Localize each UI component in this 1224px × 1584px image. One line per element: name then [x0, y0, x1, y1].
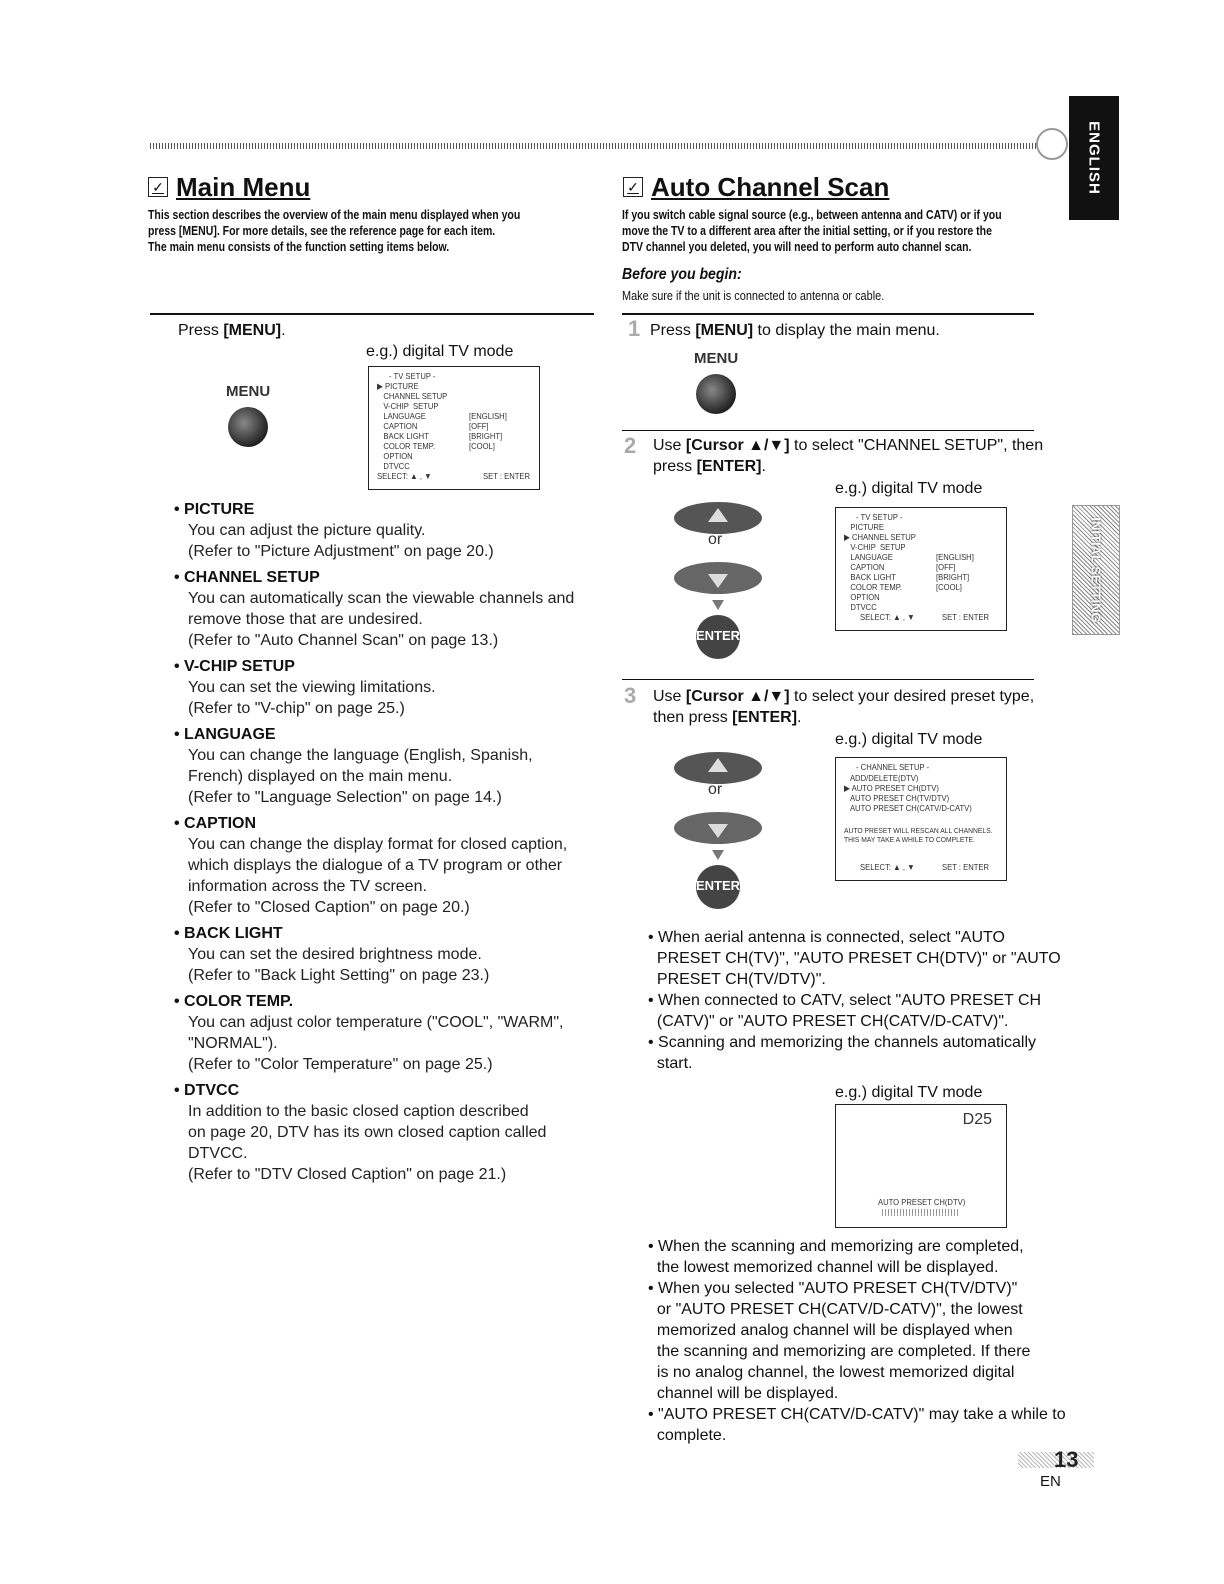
menu-item-text: You can adjust color temperature ("COOL", "WARM",	[188, 1014, 564, 1031]
step-text: .	[761, 458, 766, 475]
menu-item-text: (Refer to "Color Temperature" on page 25.)	[188, 1056, 493, 1073]
screen-menu-value: [OFF]	[469, 421, 489, 431]
press-suffix: .	[281, 322, 286, 339]
press-menu-instruction	[178, 320, 286, 341]
step-text: to select your desired preset type,	[789, 688, 1035, 705]
scanning-screen	[835, 1104, 1007, 1228]
checkbox-icon: ✓	[148, 177, 168, 197]
screen-menu-item: CHANNEL SETUP	[377, 391, 448, 401]
screen-menu-row	[844, 532, 994, 542]
menu-item-entry	[174, 568, 608, 651]
initial-setting-tab	[1072, 505, 1120, 635]
screen-footer-select: SELECT: ▲ , ▼	[860, 862, 915, 872]
note-line: • When the scanning and memorizing are completed,	[648, 1238, 1024, 1255]
screen-menu-item: PICTURE	[844, 522, 884, 532]
menu-item-entry	[174, 992, 608, 1075]
intro-line: If you switch cable signal source (e.g., between antenna and CATV) or if you	[622, 208, 1002, 222]
menu-item-text: You can set the viewing limitations.	[188, 679, 436, 696]
screen-menu-row	[377, 431, 527, 441]
auto-scan-notes-a	[648, 927, 1061, 1074]
step-3-number: 3	[624, 683, 637, 708]
screen-menu-value: [COOL]	[469, 441, 495, 451]
eg-label: e.g.) digital TV mode	[366, 343, 514, 360]
screen-menu-item: AUTO PRESET CH(TV/DTV)	[844, 793, 950, 803]
intro-line: The main menu consists of the function setting items below.	[148, 240, 450, 254]
screen-menu-row	[844, 552, 994, 562]
screen-menu-value: [COOL]	[936, 582, 962, 592]
menu-key: [MENU]	[695, 322, 754, 339]
screen-menu-item: ▶ CHANNEL SETUP	[844, 532, 916, 542]
menu-item-text: (Refer to "Closed Caption" on page 20.)	[188, 899, 470, 916]
screen-menu-row	[377, 461, 527, 471]
screen-menu-row	[377, 391, 527, 401]
menu-item-text: "NORMAL").	[188, 1035, 278, 1052]
menu-item-text: You can change the display format for closed caption,	[188, 836, 568, 853]
menu-item-entry	[174, 814, 608, 918]
menu-item-text: on page 20, DTV has its own closed caption called	[188, 1124, 547, 1141]
menu-item-entry	[174, 1081, 608, 1185]
or-label: or	[708, 781, 723, 798]
note-line: complete.	[648, 1427, 727, 1444]
or-label: or	[708, 531, 723, 548]
note-line: memorized analog channel will be displayed when	[648, 1322, 1013, 1339]
initial-setting-tab-label: INITIAL SETTING	[1088, 517, 1104, 623]
screen-footer-set: SET : ENTER	[483, 471, 531, 481]
menu-item-entry	[174, 924, 608, 986]
menu-item-text: (Refer to "V-chip" on page 25.)	[188, 700, 405, 717]
menu-item-text: You can change the language (English, Spanish,	[188, 747, 533, 764]
menu-item-text: You can set the desired brightness mode.	[188, 946, 482, 963]
english-tab	[1069, 96, 1119, 220]
intro-line: DTV channel you deleted, you will need to perform auto channel scan.	[622, 240, 972, 254]
screen-menu-value: [ENGLISH]	[936, 552, 974, 562]
menu-item-heading: • LANGUAGE	[174, 726, 276, 743]
menu-item-text: (Refer to "Picture Adjustment" on page 20.)	[188, 543, 494, 560]
screen-menu-row	[844, 562, 994, 572]
scan-progress-bar	[882, 1209, 960, 1216]
enter-key: [ENTER]	[732, 709, 798, 726]
intro-line: press [MENU]. For more details, see the reference page for each item.	[148, 224, 496, 238]
screen-menu-item: OPTION	[377, 451, 413, 461]
screen-menu-row	[844, 572, 994, 582]
screen-menu-row	[844, 522, 994, 532]
eg-label: e.g.) digital TV mode	[835, 731, 983, 748]
screen-menu-item: CAPTION	[377, 421, 418, 431]
menu-item-text: which displays the dialogue of a TV program or other	[188, 857, 563, 874]
step-divider	[622, 430, 1034, 431]
auto-scan-notes-b	[648, 1236, 1066, 1446]
step-2-instruction	[653, 435, 1043, 477]
screen-menu-value: [BRIGHT]	[936, 572, 970, 582]
pointer-arrow-icon	[712, 850, 724, 860]
menu-button-icon	[228, 407, 268, 447]
screen-menu-row	[377, 401, 527, 411]
english-tab-label: ENGLISH	[1085, 121, 1103, 195]
note-line: • When aerial antenna is connected, select "AUTO	[648, 929, 1005, 946]
screen-menu-row	[844, 582, 994, 592]
remote-cursor-graphic	[672, 500, 764, 665]
step-divider	[622, 679, 1034, 680]
step-text: to display the main menu.	[753, 322, 940, 339]
cursor-key: [Cursor ▲/▼]	[685, 688, 790, 705]
note-line: start.	[648, 1055, 693, 1072]
before-you-begin-heading: Before you begin:	[622, 266, 742, 283]
screen-menu-item: BACK LIGHT	[844, 572, 896, 582]
screen-menu-value: [OFF]	[936, 562, 956, 572]
step-text: .	[797, 709, 802, 726]
screen-menu-row	[377, 411, 527, 421]
screen-title: - CHANNEL SETUP -	[856, 762, 930, 772]
step-1-instruction	[650, 320, 940, 341]
screen-menu-item: AUTO PRESET CH(CATV/D-CATV)	[844, 803, 972, 813]
screen-footer-select: SELECT: ▲ , ▼	[860, 612, 915, 622]
pointer-arrow-icon	[712, 600, 724, 610]
note-line: PRESET CH(TV/DTV)".	[648, 971, 826, 988]
checkbox-icon: ✓	[623, 177, 643, 197]
menu-item-text: You can automatically scan the viewable channels and	[188, 590, 575, 607]
main-menu-title-text: Main Menu	[176, 172, 311, 202]
screen-menu-item: V-CHIP SETUP	[377, 401, 439, 411]
note-line: the scanning and memorizing are completed. If there	[648, 1343, 1031, 1360]
main-menu-title	[148, 172, 310, 202]
menu-item-heading: • PICTURE	[174, 501, 255, 518]
screen-menu-item: OPTION	[844, 592, 880, 602]
screen-menu-item: LANGUAGE	[377, 411, 426, 421]
screen-menu-item: V-CHIP SETUP	[844, 542, 906, 552]
note-line: is no analog channel, the lowest memorized digital	[648, 1364, 1015, 1381]
screen-menu-item: CAPTION	[844, 562, 885, 572]
note-line: or "AUTO PRESET CH(CATV/D-CATV)", the lowest	[648, 1301, 1023, 1318]
menu-item-text: (Refer to "Auto Channel Scan" on page 13.)	[188, 632, 499, 649]
note-line: (CATV)" or "AUTO PRESET CH(CATV/D-CATV)".	[648, 1013, 1009, 1030]
before-you-begin-text: Make sure if the unit is connected to antenna or cable.	[622, 288, 885, 303]
main-menu-intro	[148, 207, 593, 255]
screen-menu-row	[844, 542, 994, 552]
screen-menu-item: LANGUAGE	[844, 552, 893, 562]
menu-item-heading: • CAPTION	[174, 815, 257, 832]
screen-menu-value: [ENGLISH]	[469, 411, 507, 421]
note-line: • When connected to CATV, select "AUTO PRESET CH	[648, 992, 1042, 1009]
screen-menu-item: DTVCC	[844, 602, 877, 612]
menu-key: [MENU]	[223, 322, 282, 339]
screen-footer-set: SET : ENTER	[942, 612, 990, 622]
screen-menu-item: DTVCC	[377, 461, 410, 471]
menu-item-heading: • V-CHIP SETUP	[174, 658, 295, 675]
page-number: 13	[1054, 1447, 1079, 1472]
screen-footer-select: SELECT: ▲ , ▼	[377, 471, 432, 481]
menu-item-text: information across the TV screen.	[188, 878, 427, 895]
screen-menu-item: ▶ AUTO PRESET CH(DTV)	[844, 783, 939, 793]
step-text: Press	[650, 322, 696, 339]
screen-menu-value: [BRIGHT]	[469, 431, 503, 441]
note-line: the lowest memorized channel will be displayed.	[648, 1259, 999, 1276]
step-1-number: 1	[628, 316, 641, 341]
press-text: Press	[178, 322, 224, 339]
screen-menu-item: COLOR TEMP.	[377, 441, 435, 451]
step-text: press	[653, 458, 697, 475]
remote-cursor-graphic	[672, 750, 764, 915]
eg-label: e.g.) digital TV mode	[835, 480, 983, 497]
screen-title: - TV SETUP -	[389, 371, 436, 381]
auto-scan-title-text: Auto Channel Scan	[651, 172, 890, 202]
note-line: • Scanning and memorizing the channels automatically	[648, 1034, 1037, 1051]
menu-item-heading: • DTVCC	[174, 1082, 240, 1099]
enter-label: ENTER	[696, 628, 741, 643]
auto-scan-intro	[622, 207, 1067, 255]
header-rule	[150, 143, 1040, 149]
screen-menu-item: ▶ PICTURE	[377, 381, 419, 391]
tv-setup-screen	[368, 366, 540, 490]
step-text: to select "CHANNEL SETUP", then	[789, 437, 1044, 454]
scan-label: AUTO PRESET CH(DTV)	[878, 1197, 966, 1207]
channel-number: D25	[962, 1111, 992, 1128]
main-menu-divider	[150, 313, 594, 315]
menu-item-entry	[174, 500, 608, 562]
screen-note: AUTO PRESET WILL RESCAN ALL CHANNELS.	[844, 826, 993, 835]
step-text: Use	[653, 688, 686, 705]
cursor-key: [Cursor ▲/▼]	[685, 437, 790, 454]
step-text: Use	[653, 437, 686, 454]
menu-button-icon	[696, 374, 736, 414]
menu-item-text: (Refer to "Back Light Setting" on page 23.)	[188, 967, 490, 984]
enter-label: ENTER	[696, 878, 741, 893]
screen-menu-row	[377, 421, 527, 431]
page-lang: EN	[1040, 1473, 1061, 1490]
main-menu-items	[174, 500, 608, 1191]
menu-item-heading: • BACK LIGHT	[174, 925, 283, 942]
enter-key: [ENTER]	[696, 458, 762, 475]
menu-item-entry	[174, 657, 608, 719]
step-2-number: 2	[624, 433, 637, 458]
step-text: then press	[653, 709, 733, 726]
eg-label: e.g.) digital TV mode	[835, 1084, 983, 1101]
menu-button-label: MENU	[226, 383, 271, 400]
menu-item-text: (Refer to "DTV Closed Caption" on page 21.)	[188, 1166, 507, 1183]
menu-item-text: French) displayed on the main menu.	[188, 768, 453, 785]
screen-title: - TV SETUP -	[856, 512, 903, 522]
screen-menu-item: ADD/DELETE(DTV)	[844, 773, 919, 783]
menu-item-text: DTVCC.	[188, 1145, 248, 1162]
screen-menu-row	[844, 592, 994, 602]
menu-button-label: MENU	[694, 350, 739, 367]
screen-note: THIS MAY TAKE A WHILE TO COMPLETE.	[844, 835, 975, 844]
screen-menu-row	[377, 381, 527, 391]
tv-setup-screen-step2	[835, 507, 1007, 631]
note-line: PRESET CH(TV)", "AUTO PRESET CH(DTV)" or "AUTO	[648, 950, 1061, 967]
screen-menu-row	[844, 602, 994, 612]
note-line: channel will be displayed.	[648, 1385, 839, 1402]
screen-menu-item: COLOR TEMP.	[844, 582, 902, 592]
screen-menu-item: BACK LIGHT	[377, 431, 429, 441]
screen-footer-set: SET : ENTER	[942, 862, 990, 872]
screen-menu-row	[377, 451, 527, 461]
channel-setup-screen	[835, 757, 1007, 881]
menu-item-text: remove those that are undesired.	[188, 611, 423, 628]
intro-line: This section describes the overview of the main menu displayed when you	[148, 208, 521, 222]
note-line: • When you selected "AUTO PRESET CH(TV/DTV)"	[648, 1280, 1018, 1297]
step-3-instruction	[653, 686, 1034, 728]
menu-item-heading: • CHANNEL SETUP	[174, 569, 320, 586]
menu-item-text: You can adjust the picture quality.	[188, 522, 426, 539]
auto-scan-divider	[622, 313, 1034, 315]
menu-item-text: (Refer to "Language Selection" on page 14.)	[188, 789, 502, 806]
note-line: • "AUTO PRESET CH(CATV/D-CATV)" may take a while to	[648, 1406, 1066, 1423]
menu-item-text: In addition to the basic closed caption described	[188, 1103, 529, 1120]
menu-item-entry	[174, 725, 608, 808]
menu-item-heading: • COLOR TEMP.	[174, 993, 294, 1010]
screen-menu-row	[377, 441, 527, 451]
auto-channel-scan-title	[623, 172, 889, 202]
intro-line: move the TV to a different area after the initial setting, or if you restore the	[622, 224, 992, 238]
header-circle-icon	[1036, 128, 1068, 160]
